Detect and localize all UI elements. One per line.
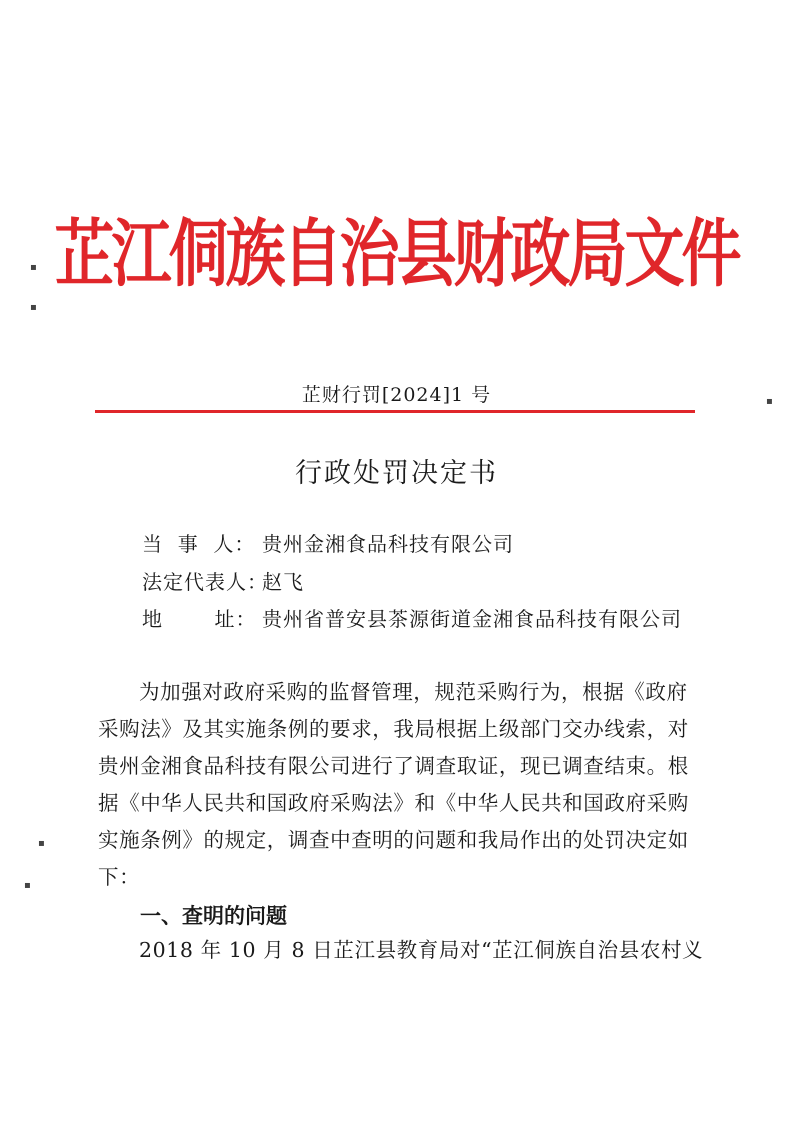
header-divider: [95, 410, 695, 413]
paragraph-line: 2018 年 10 月 8 日芷江县教育局对“芷江侗族自治县农村义: [139, 938, 704, 962]
scan-mark: ▪: [24, 880, 31, 891]
address-value: 贵州省普安县茶源街道金湘食品科技有限公司: [262, 607, 682, 631]
paragraph-line: 采购法》及其实施条例的要求，我局根据上级部门交办线索，对: [98, 717, 689, 741]
legal-representative-value: 赵飞: [262, 570, 304, 594]
document-header-title: 芷江侗族自治县财政局文件: [54, 211, 739, 298]
paragraph-line: 下：: [98, 865, 141, 889]
party-name-value: 贵州金湘食品科技有限公司: [262, 532, 514, 556]
paragraph-line: 实施条例》的规定，调查中查明的问题和我局作出的处罚决定如: [98, 828, 689, 852]
scan-mark: ▪: [30, 302, 37, 313]
document-number: 芷财行罚[2024]1 号: [301, 384, 492, 406]
paragraph-line: 贵州金湘食品科技有限公司进行了调查取证，现已调查结束。根: [98, 754, 689, 778]
intro-paragraph: [98, 674, 698, 896]
section-heading: 一、查明的问题: [140, 904, 287, 928]
party-name-label: 当 事 人：: [142, 532, 256, 556]
party-name-field: [142, 528, 514, 557]
paragraph-line: 为加强对政府采购的监督管理，规范采购行为，根据《政府: [139, 680, 688, 704]
scan-mark: ▪: [38, 838, 45, 849]
section-paragraph: [98, 932, 704, 969]
paragraph-line: 据《中华人民共和国政府采购法》和《中华人民共和国政府采购: [98, 791, 689, 815]
decision-title: 行政处罚决定书: [295, 458, 498, 489]
address-label: 地 址：: [142, 607, 257, 631]
legal-representative-label: 法定代表人：: [142, 570, 268, 594]
scan-mark: ▪: [766, 396, 773, 407]
scan-mark: ▪: [30, 262, 37, 273]
legal-representative-field: [142, 566, 304, 595]
address-field: [142, 603, 682, 632]
